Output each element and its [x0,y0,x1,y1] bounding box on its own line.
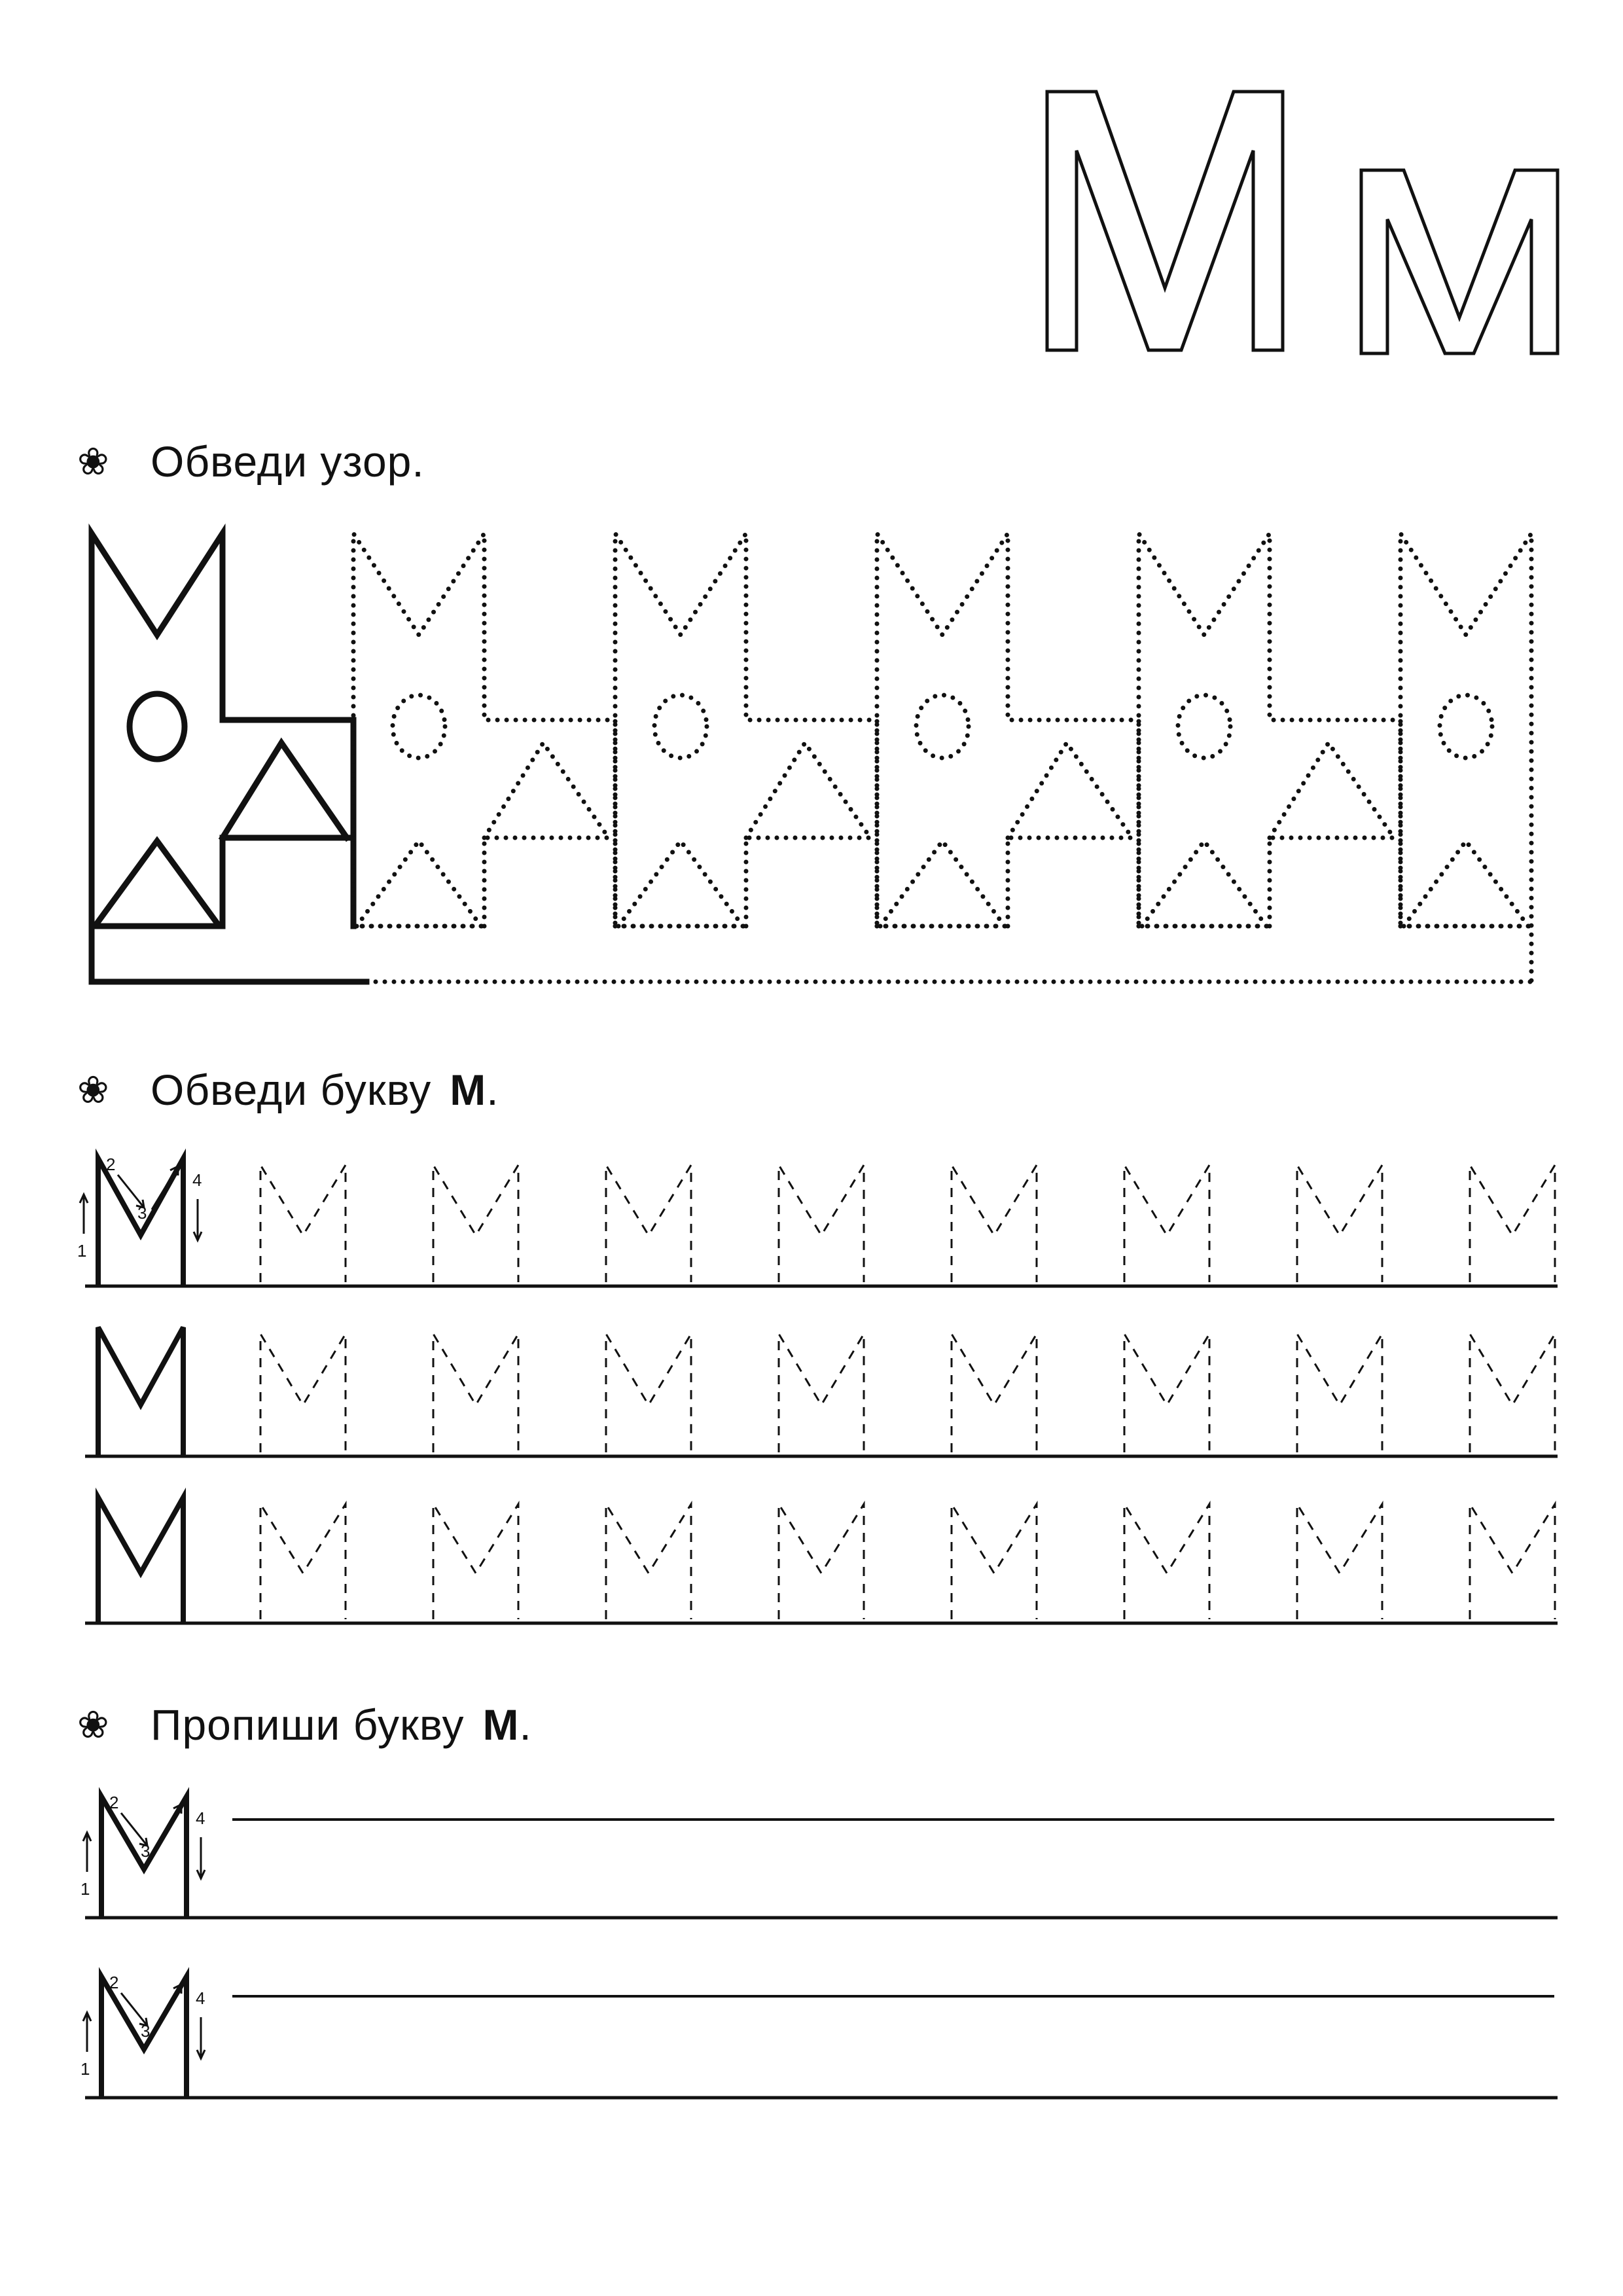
instruction-pattern [77,425,425,497]
dashed-letter-m [1124,1504,1209,1619]
stroke-number-1: 1 [80,1879,90,1899]
pattern-unit-dotted-box [1270,838,1400,926]
instruction-text: Обведи букву [151,1066,432,1114]
pattern-unit-dotted-castle [1139,533,1400,926]
small-lowercase-m-outline [1361,170,1558,353]
pattern-unit-dotted-low-triangle [357,841,481,926]
stroke-number-2: 2 [106,1155,116,1174]
arrow-down-icon [194,1199,202,1240]
pattern-unit-dotted-ring [1178,695,1230,758]
pattern-unit-solid-tall-triangle [223,743,347,838]
model-letter-m [98,1498,183,1623]
instruction-period: . [519,1700,532,1749]
arrow-up-icon [83,1833,91,1872]
pattern-unit-solid-ring [130,694,185,759]
dashed-letter-m [260,1504,346,1619]
pattern-unit-dotted-ring [1440,695,1492,758]
flower-icon: ❀ [77,439,110,484]
dashed-letter-m [1124,1334,1209,1452]
pattern-unit-dotted-castle [615,533,877,926]
pattern-unit-dotted-box [746,838,877,926]
dashed-letter-m [779,1334,864,1452]
pattern-unit-dotted-low-triangle [618,841,743,926]
stroke-number-1: 1 [80,2059,90,2079]
instruction-letter: М [482,1700,520,1749]
header-letters [1034,79,1571,367]
dashed-letter-m [1470,1165,1555,1282]
instruction-letter: М [450,1066,487,1114]
stroke-number-3: 3 [137,1203,147,1223]
trace-rows[interactable] [0,1139,1623,1636]
flower-icon: ❀ [77,1067,110,1112]
instruction-write [77,1689,532,1761]
pattern-unit-solid-low-triangle [95,841,219,926]
stroke-number-2: 2 [109,1973,119,1992]
arrow-up-icon [80,1194,88,1234]
dashed-letter-m [433,1504,518,1619]
instruction-trace [77,1054,499,1126]
stroke-number-4: 4 [196,1808,205,1828]
instruction-period: . [486,1066,499,1114]
dashed-letter-m [779,1504,864,1619]
stroke-number-2: 2 [109,1793,119,1812]
stroke-number-4: 4 [192,1170,202,1190]
arrow-diagonal-up-icon [155,1984,181,2028]
dashed-letter-m [1297,1334,1382,1452]
stroke-number-3: 3 [141,2021,151,2041]
dashed-letter-m [1470,1334,1555,1452]
big-uppercase-m-outline [1047,92,1283,350]
pattern-unit-dotted-ring [393,695,445,758]
dashed-letter-m [433,1165,518,1282]
dashed-letter-m [952,1334,1037,1452]
arrow-diagonal-up-icon [155,1804,181,1848]
pattern-unit-dotted-tall-triangle [746,743,870,838]
outline-letters-svg [1034,79,1571,367]
model-letter-m [98,1327,183,1456]
trace-svg[interactable] [0,1139,1623,1636]
arrow-diagonal-up-icon [152,1166,178,1210]
dashed-letter-m [606,1334,691,1452]
stroke-number-4: 4 [196,1988,205,2008]
flower-icon: ❀ [77,1702,110,1747]
dashed-letter-m [260,1165,346,1282]
stroke-number-3: 3 [141,1841,151,1861]
pattern-unit-dotted-castle [353,533,615,926]
arrow-down-icon [197,2017,205,2058]
stroke-number-1: 1 [77,1241,87,1261]
instruction-text: Обведи узор. [151,437,425,486]
pattern-unit-dotted-tall-triangle [484,743,609,838]
pattern-unit-solid-box [223,838,353,926]
dashed-letter-m [1297,1504,1382,1619]
writing-rows[interactable] [0,1780,1623,2147]
pattern-unit-dotted-ring [916,695,969,758]
dashed-letter-m [433,1334,518,1452]
pattern-unit-dotted-ring [654,695,707,758]
dashed-letter-m [952,1504,1037,1619]
instruction-text: Пропиши букву [151,1700,465,1749]
pattern-unit-dotted-low-triangle [1404,841,1528,926]
pattern-unit-dotted-tall-triangle [1008,743,1132,838]
pattern-unit-dotted-box [484,838,615,926]
dashed-letter-m [1297,1165,1382,1282]
dashed-letter-m [260,1334,346,1452]
dashed-letter-m [1124,1165,1209,1282]
dashed-letter-m [952,1165,1037,1282]
dashed-letter-m [606,1504,691,1619]
write-svg[interactable] [0,1780,1623,2147]
dashed-letter-m [1470,1504,1555,1619]
pattern-area[interactable] [0,511,1623,1008]
pattern-svg[interactable] [0,511,1623,1008]
arrow-up-icon [83,2013,91,2052]
dashed-letter-m [779,1165,864,1282]
pattern-unit-dotted-low-triangle [880,841,1005,926]
pattern-unit-dotted-tall-triangle [1270,743,1394,838]
arrow-down-icon [197,1837,205,1878]
pattern-unit-dotted-box [1008,838,1139,926]
pattern-unit-dotted-low-triangle [1142,841,1266,926]
dashed-letter-m [606,1165,691,1282]
pattern-unit-dotted-castle [877,533,1139,926]
